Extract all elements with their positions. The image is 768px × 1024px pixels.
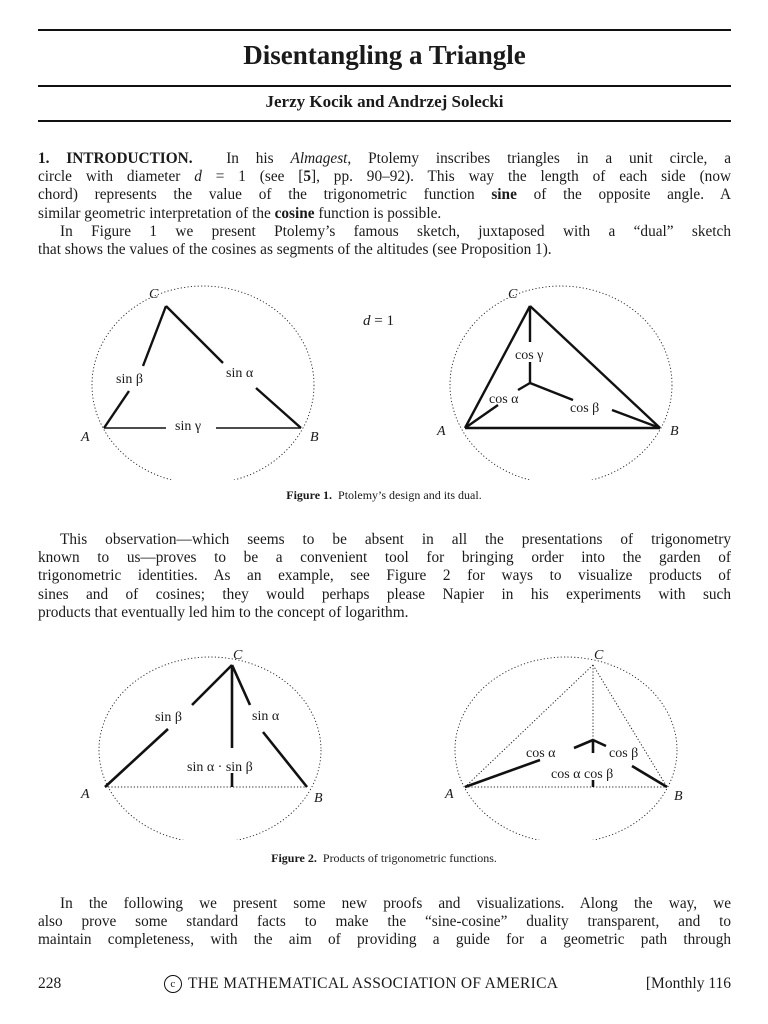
- footer-journal: [Monthly 116: [645, 975, 731, 992]
- figure-2-caption: Figure 2. Products of trigonometric functions.: [271, 851, 497, 865]
- fig2-right-vertex-c: C: [594, 648, 604, 663]
- fig1-left-side-bc-upper: [166, 306, 223, 363]
- top-rule: [38, 29, 731, 31]
- intro-section: [38, 150, 731, 259]
- fig2-right-label-cos-alpha: cos α: [526, 746, 556, 761]
- figure-1: [0, 280, 768, 480]
- fig1-left-vertex-c: C: [149, 287, 159, 302]
- middle-line-1: This observation—which seems to be absent in all the presentations of trigonometry: [60, 531, 731, 548]
- paper-authors: Jerzy Kocik and Andrzej Solecki: [265, 92, 504, 111]
- fig1-left-vertex-a: A: [81, 430, 90, 445]
- fig2-left-circle: [99, 657, 321, 840]
- last-line-2: also prove some standard facts to make the “sine-cosine” duality transparent, and to: [38, 913, 731, 931]
- fig1-right-vertex-a: A: [437, 424, 446, 439]
- fig1-left-vertex-b: B: [310, 430, 319, 445]
- fig1-right-altitude-a: [518, 383, 530, 390]
- intro-line-5: In Figure 1 we present Ptolemy’s famous sketch, juxtaposed with a “dual” sketch: [60, 222, 731, 240]
- fig2-left-label-sin-beta: sin β: [155, 710, 182, 725]
- fig2-right-label-product: cos α cos β: [551, 767, 614, 782]
- fig1-left-label-sin-beta: sin β: [116, 372, 143, 387]
- intro-line-1: 1. INTRODUCTION. In his Almagest, Ptolemy inscribes triangles in a unit circle, a: [38, 150, 731, 167]
- fig1-diameter-label: d = 1: [363, 313, 394, 329]
- fig1-right-label-cos-alpha: cos α: [489, 392, 519, 407]
- fig2-left-side-ac-lower: [105, 729, 168, 787]
- authors-rule: [38, 120, 731, 122]
- middle-line-4: sines and of cosines; they would perhaps please Napier in his experiments with such: [38, 585, 731, 603]
- fig1-left-side-ac-lower: [104, 391, 129, 428]
- title-rule: [38, 85, 731, 87]
- fig1-right-altitude-b-lower: [612, 410, 660, 428]
- fig2-left-label-product: sin α · sin β: [187, 760, 253, 775]
- middle-line-3: trigonometric identities. As an example, see Figure 2 for ways to visualize products of: [38, 567, 731, 585]
- middle-line-5: products that eventually led him to the concept of logarithm.: [38, 603, 409, 621]
- footer-association: c THE MATHEMATICAL ASSOCIATION OF AMERICA: [164, 975, 558, 993]
- intro-line-2: circle with diameter d = 1 (see [5], pp. 90–92). This way the length of each side (now: [38, 168, 732, 186]
- middle-paragraph: [38, 531, 731, 622]
- fig2-left-side-bc-upper: [232, 665, 250, 705]
- citation-ref: 5: [303, 168, 312, 186]
- paper-title: Disentangling a Triangle: [243, 40, 526, 70]
- fig2-left-label-sin-alpha: sin α: [252, 709, 280, 724]
- fig1-right-vertex-c: C: [508, 287, 518, 302]
- fig1-left-label-sin-alpha: sin α: [226, 366, 254, 381]
- fig1-left-label-sin-gamma: sin γ: [175, 419, 202, 434]
- fig2-right-vertex-a: A: [445, 787, 454, 802]
- fig2-left-side-ac-upper: [192, 665, 232, 705]
- last-line-3: maintain completeness, with the aim of providing a guide for a geometric path through: [38, 931, 731, 949]
- fig1-right-label-cos-beta: cos β: [570, 401, 600, 416]
- fig2-right-altitude-b-upper: [593, 740, 606, 746]
- intro-line-4: similar geometric interpretation of the cosine function is possible.: [38, 204, 442, 222]
- fig1-right-label-cos-gamma: cos γ: [515, 348, 544, 363]
- fig2-right-circle: [455, 657, 677, 840]
- fig2-left-vertex-c: C: [233, 648, 243, 663]
- copyright-icon: c: [164, 975, 182, 993]
- fig1-left-side-ac-upper: [143, 306, 166, 366]
- last-paragraph: [38, 895, 731, 950]
- figure-2: [0, 640, 768, 840]
- fig2-right-altitude-a-lower: [465, 760, 540, 787]
- fig1-right-side-ac: [465, 306, 530, 428]
- intro-line-6: that shows the values of the cosines as segments of the altitudes (see Proposition 1).: [38, 241, 552, 259]
- fig1-right-altitude-b-upper: [530, 383, 573, 400]
- fig1-right-vertex-b: B: [670, 424, 679, 439]
- intro-line-3: chord) represents the value of the trigonometric function sine of the opposite angle. A: [38, 186, 731, 204]
- last-line-1: In the following we present some new proofs and visualizations. Along the way, we: [60, 895, 731, 912]
- page-number: 228: [38, 975, 62, 992]
- fig1-left-side-bc-lower: [256, 388, 301, 428]
- fig1-right-circle: [450, 286, 672, 480]
- fig2-left-side-bc-lower: [263, 732, 307, 787]
- middle-line-2: known to us—proves to be a convenient tool for bringing order into the garden of: [38, 549, 731, 567]
- fig2-right-altitude-b-lower: [632, 766, 667, 787]
- section-heading: 1. INTRODUCTION.: [38, 150, 193, 167]
- fig2-left-vertex-a: A: [81, 787, 90, 802]
- fig2-right-altitude-a-upper: [574, 740, 593, 748]
- fig2-right-label-cos-beta: cos β: [609, 746, 639, 761]
- fig2-right-vertex-b: B: [674, 789, 683, 804]
- figure-1-caption: Figure 1. Ptolemy’s design and its dual.: [286, 488, 482, 502]
- fig2-left-vertex-b: B: [314, 791, 323, 806]
